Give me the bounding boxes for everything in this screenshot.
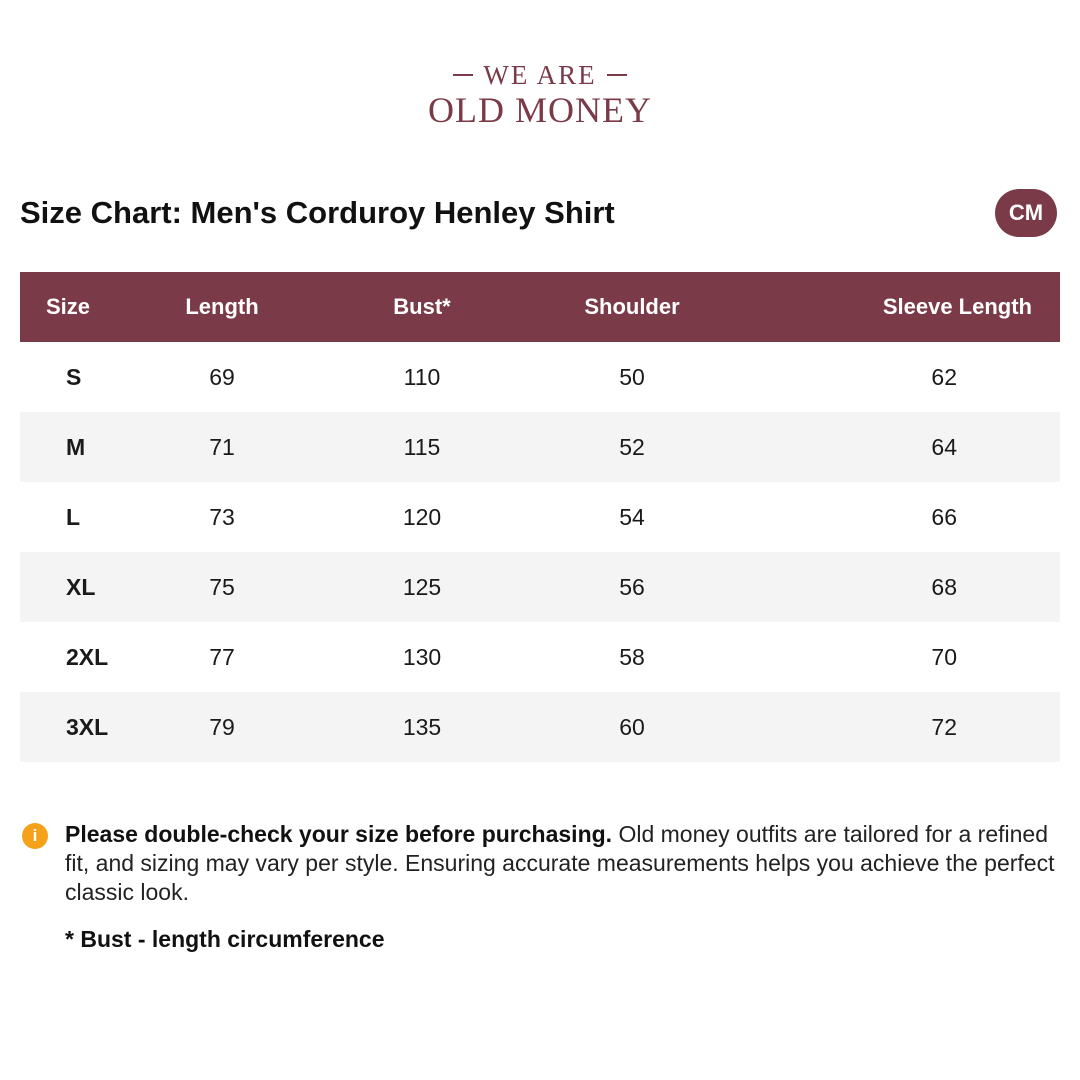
shoulder-cell: 52 — [532, 412, 732, 482]
header-sleeve-length: Sleeve Length — [732, 272, 1060, 342]
note-bold-text: Please double-check your size before purchasing. — [65, 821, 613, 847]
size-table-header — [20, 272, 1060, 342]
sleeve-length-cell: 64 — [732, 412, 1060, 482]
size-cell: S — [20, 342, 132, 412]
size-cell: 3XL — [20, 692, 132, 762]
page-title: Size Chart: Men's Corduroy Henley Shirt — [20, 195, 615, 230]
length-cell: 79 — [132, 692, 312, 762]
size-cell: M — [20, 412, 132, 482]
bust-cell: 110 — [312, 342, 532, 412]
note-text — [65, 820, 1062, 907]
header-shoulder: Shoulder — [532, 272, 732, 342]
header-row — [20, 272, 1060, 342]
bust-cell: 120 — [312, 482, 532, 552]
sleeve-length-cell: 68 — [732, 552, 1060, 622]
bust-cell: 115 — [312, 412, 532, 482]
shoulder-cell: 50 — [532, 342, 732, 412]
shoulder-cell: 60 — [532, 692, 732, 762]
header-size: Size — [20, 272, 132, 342]
size-table — [20, 272, 1060, 762]
sleeve-length-cell: 62 — [732, 342, 1060, 412]
header-bust: Bust* — [312, 272, 532, 342]
length-cell: 69 — [132, 342, 312, 412]
brand-line-2: OLD MONEY — [428, 90, 652, 130]
brand-logo — [0, 58, 1080, 130]
size-note — [22, 820, 1062, 907]
shoulder-cell: 56 — [532, 552, 732, 622]
bust-cell: 135 — [312, 692, 532, 762]
size-cell: L — [20, 482, 132, 552]
table-row — [20, 412, 1060, 482]
sleeve-length-cell: 66 — [732, 482, 1060, 552]
unit-badge[interactable]: CM — [995, 189, 1057, 237]
note-body-text: Old money outfits are tailored for a refined fit, and sizing may vary per style. Ensuring accurate measurements helps you achieve the perfect classic look. — [65, 821, 1055, 905]
table-row — [20, 552, 1060, 622]
size-cell: 2XL — [20, 622, 132, 692]
header-length: Length — [132, 272, 312, 342]
length-cell: 77 — [132, 622, 312, 692]
bust-footnote: * Bust - length circumference — [65, 926, 385, 952]
table-row — [20, 482, 1060, 552]
bust-cell: 130 — [312, 622, 532, 692]
size-table-body — [20, 342, 1060, 762]
shoulder-cell: 58 — [532, 622, 732, 692]
sleeve-length-cell: 70 — [732, 622, 1060, 692]
logo-dash-left — [453, 74, 473, 76]
info-icon: i — [22, 823, 48, 849]
length-cell: 71 — [132, 412, 312, 482]
brand-logo-top — [0, 58, 1080, 92]
table-row — [20, 692, 1060, 762]
length-cell: 73 — [132, 482, 312, 552]
shoulder-cell: 54 — [532, 482, 732, 552]
logo-dash-right — [607, 74, 627, 76]
bust-cell: 125 — [312, 552, 532, 622]
length-cell: 75 — [132, 552, 312, 622]
size-cell: XL — [20, 552, 132, 622]
table-row — [20, 622, 1060, 692]
sleeve-length-cell: 72 — [732, 692, 1060, 762]
brand-line-1: WE ARE — [483, 60, 597, 90]
table-row — [20, 342, 1060, 412]
